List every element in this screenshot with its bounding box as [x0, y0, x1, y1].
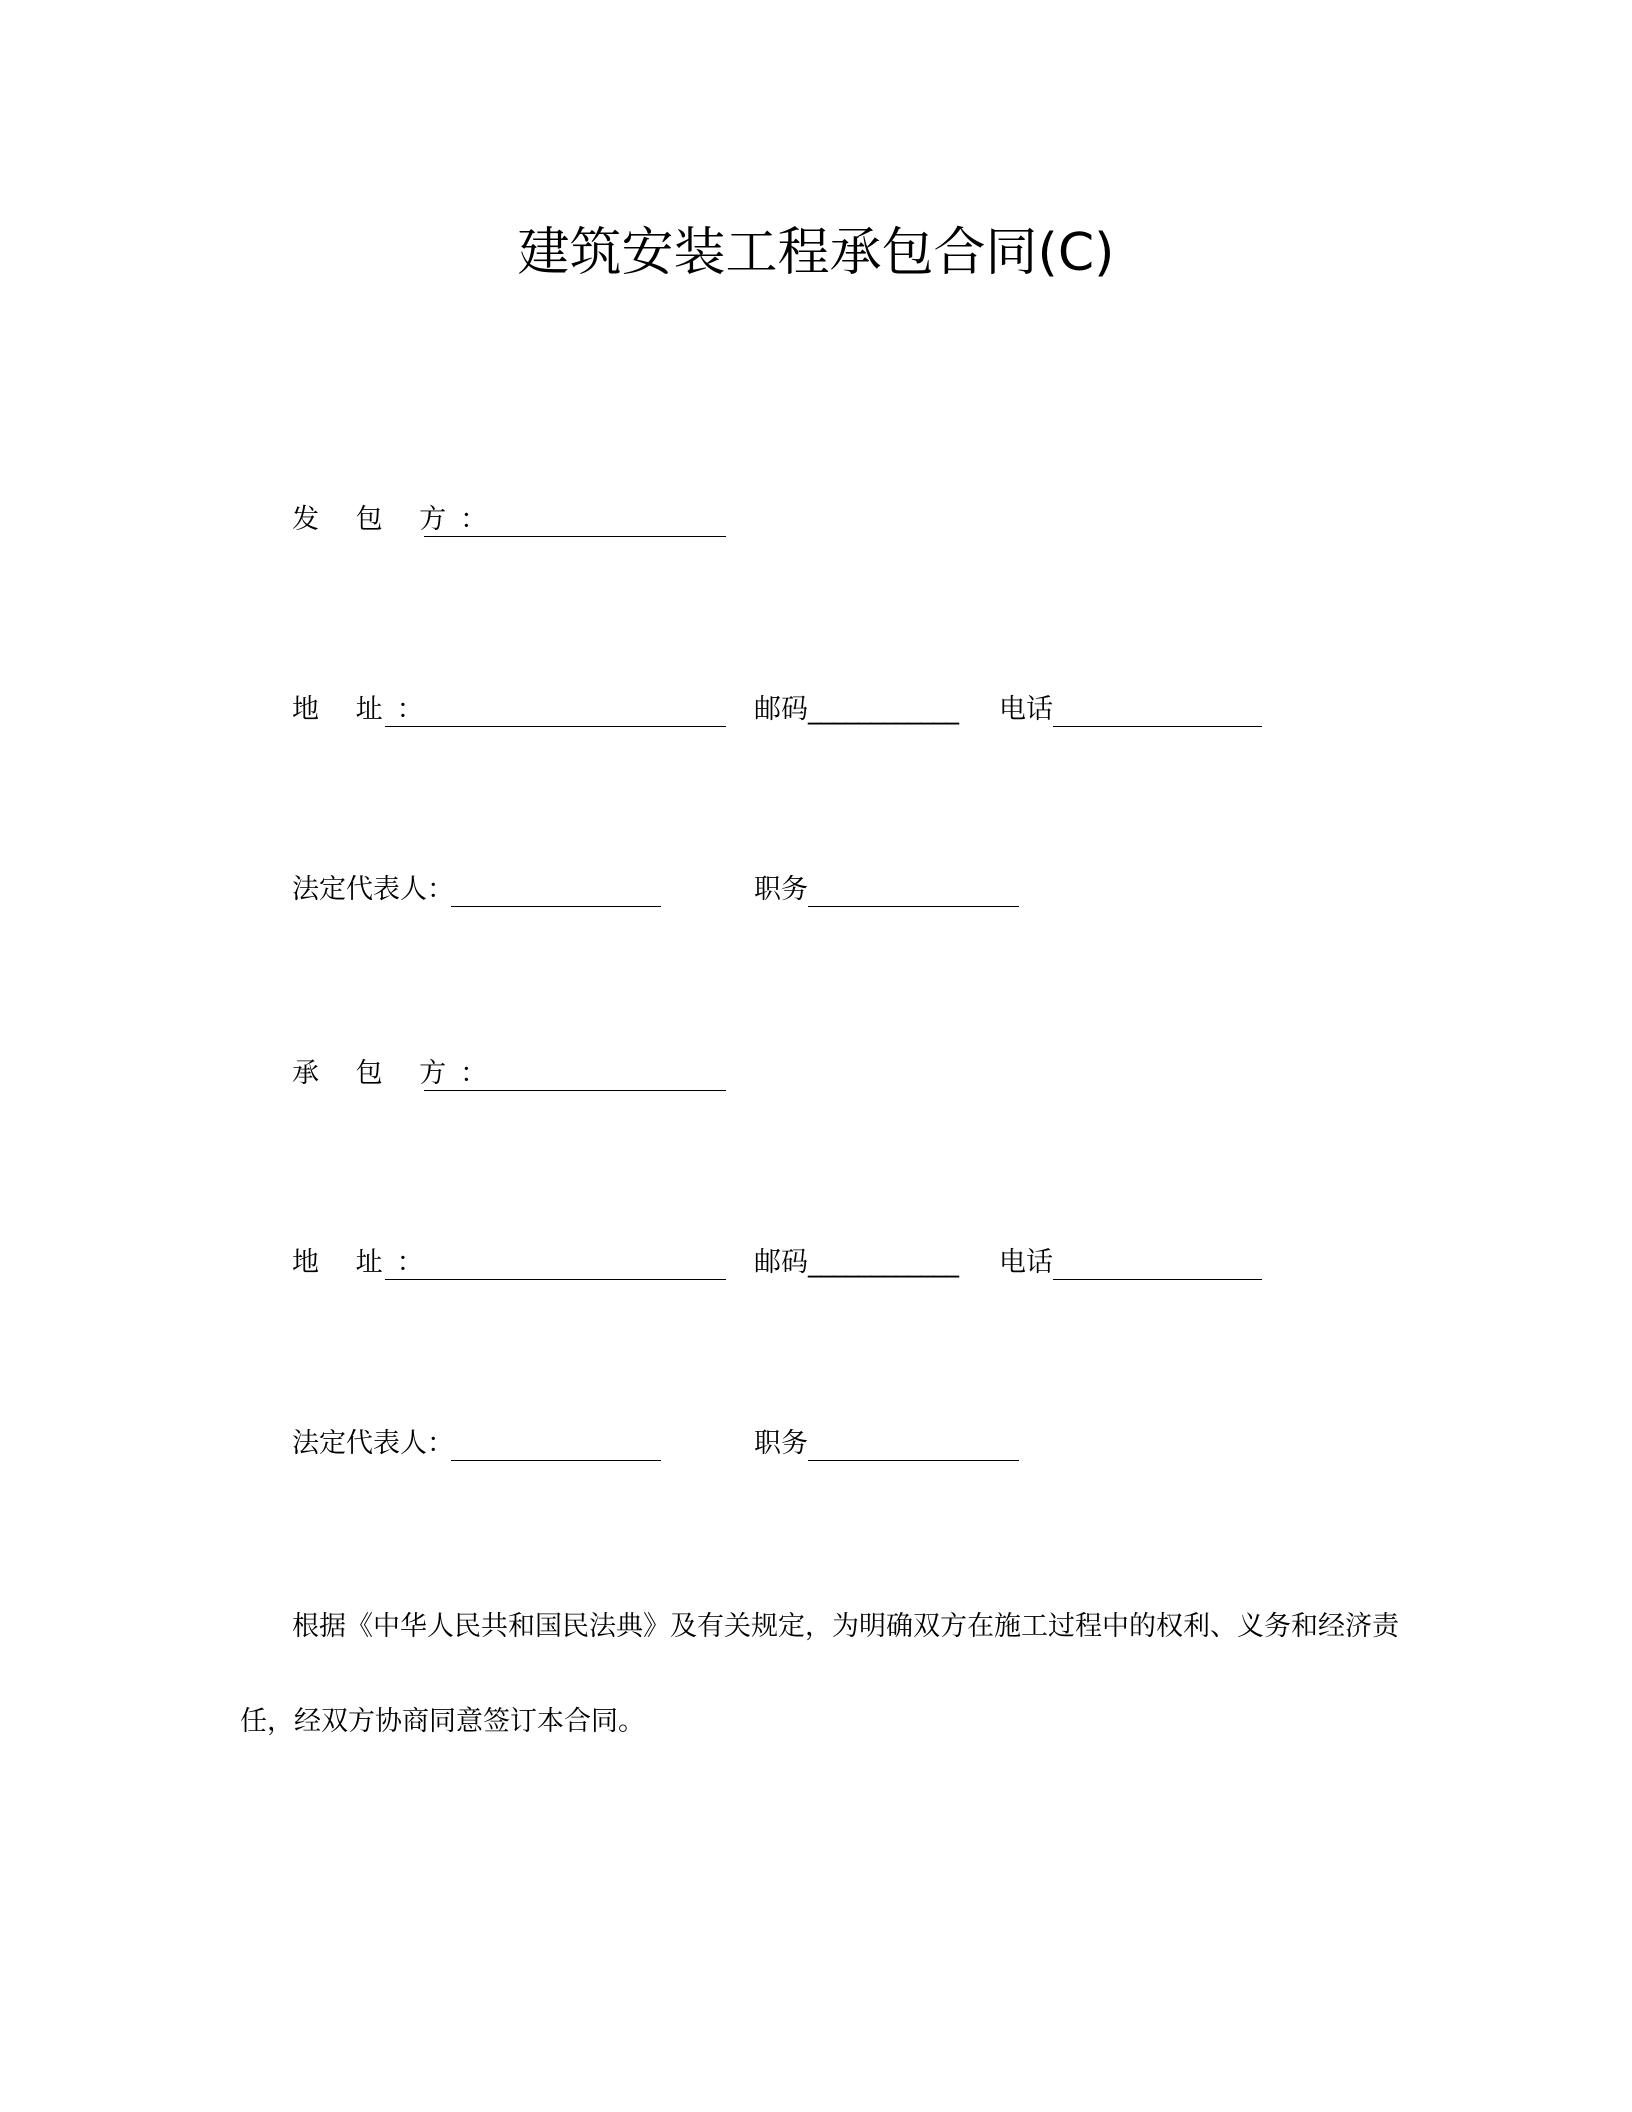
contractor-address-row	[292, 1241, 1292, 1285]
employer-address-field[interactable]	[385, 688, 726, 727]
contractor-address-field[interactable]	[385, 1241, 726, 1280]
contractor-position-label: 职务	[754, 1428, 808, 1459]
employer-legal-rep-field[interactable]	[451, 868, 661, 907]
contractor-phone-field[interactable]	[1053, 1241, 1262, 1280]
preamble-line-1: 根据《中华人民共和国民法典》及有关规定，为明确双方在施工过程中的权利、义务和经济责	[292, 1611, 1399, 1642]
employer-address-row	[292, 688, 1292, 732]
contractor-postcode-field[interactable]: ____________	[808, 1247, 958, 1278]
preamble-line-2: 任，经双方协商同意签订本合同。	[240, 1706, 645, 1737]
contractor-address-label: 地 址：	[292, 1247, 438, 1278]
contractor-position-field[interactable]	[808, 1422, 1019, 1461]
contractor-postcode-label: 邮码	[754, 1247, 808, 1278]
contractor-phone-label: 电话	[999, 1247, 1053, 1278]
employer-position-field[interactable]	[808, 868, 1019, 907]
document-title: 建筑安装工程承包合同(C)	[517, 223, 1115, 283]
employer-position-label: 职务	[754, 874, 808, 905]
contractor-party-field[interactable]	[424, 1052, 726, 1091]
contractor-party-row	[292, 1052, 752, 1096]
contractor-legal-rep-label: 法定代表人：	[292, 1428, 454, 1459]
contractor-legal-rep-row	[292, 1422, 1052, 1466]
employer-legal-rep-label: 法定代表人：	[292, 874, 454, 905]
employer-phone-field[interactable]	[1053, 688, 1262, 727]
employer-legal-rep-row	[292, 868, 1052, 912]
employer-postcode-label: 邮码	[754, 694, 808, 725]
contractor-legal-rep-field[interactable]	[451, 1422, 661, 1461]
employer-party-field[interactable]	[424, 498, 726, 537]
employer-address-label: 地 址：	[292, 694, 438, 725]
employer-party-row	[292, 498, 752, 542]
employer-postcode-field[interactable]: ____________	[808, 694, 958, 725]
employer-party-label: 发 包 方：	[292, 504, 502, 535]
employer-phone-label: 电话	[999, 694, 1053, 725]
contractor-party-label: 承 包 方：	[292, 1058, 502, 1089]
